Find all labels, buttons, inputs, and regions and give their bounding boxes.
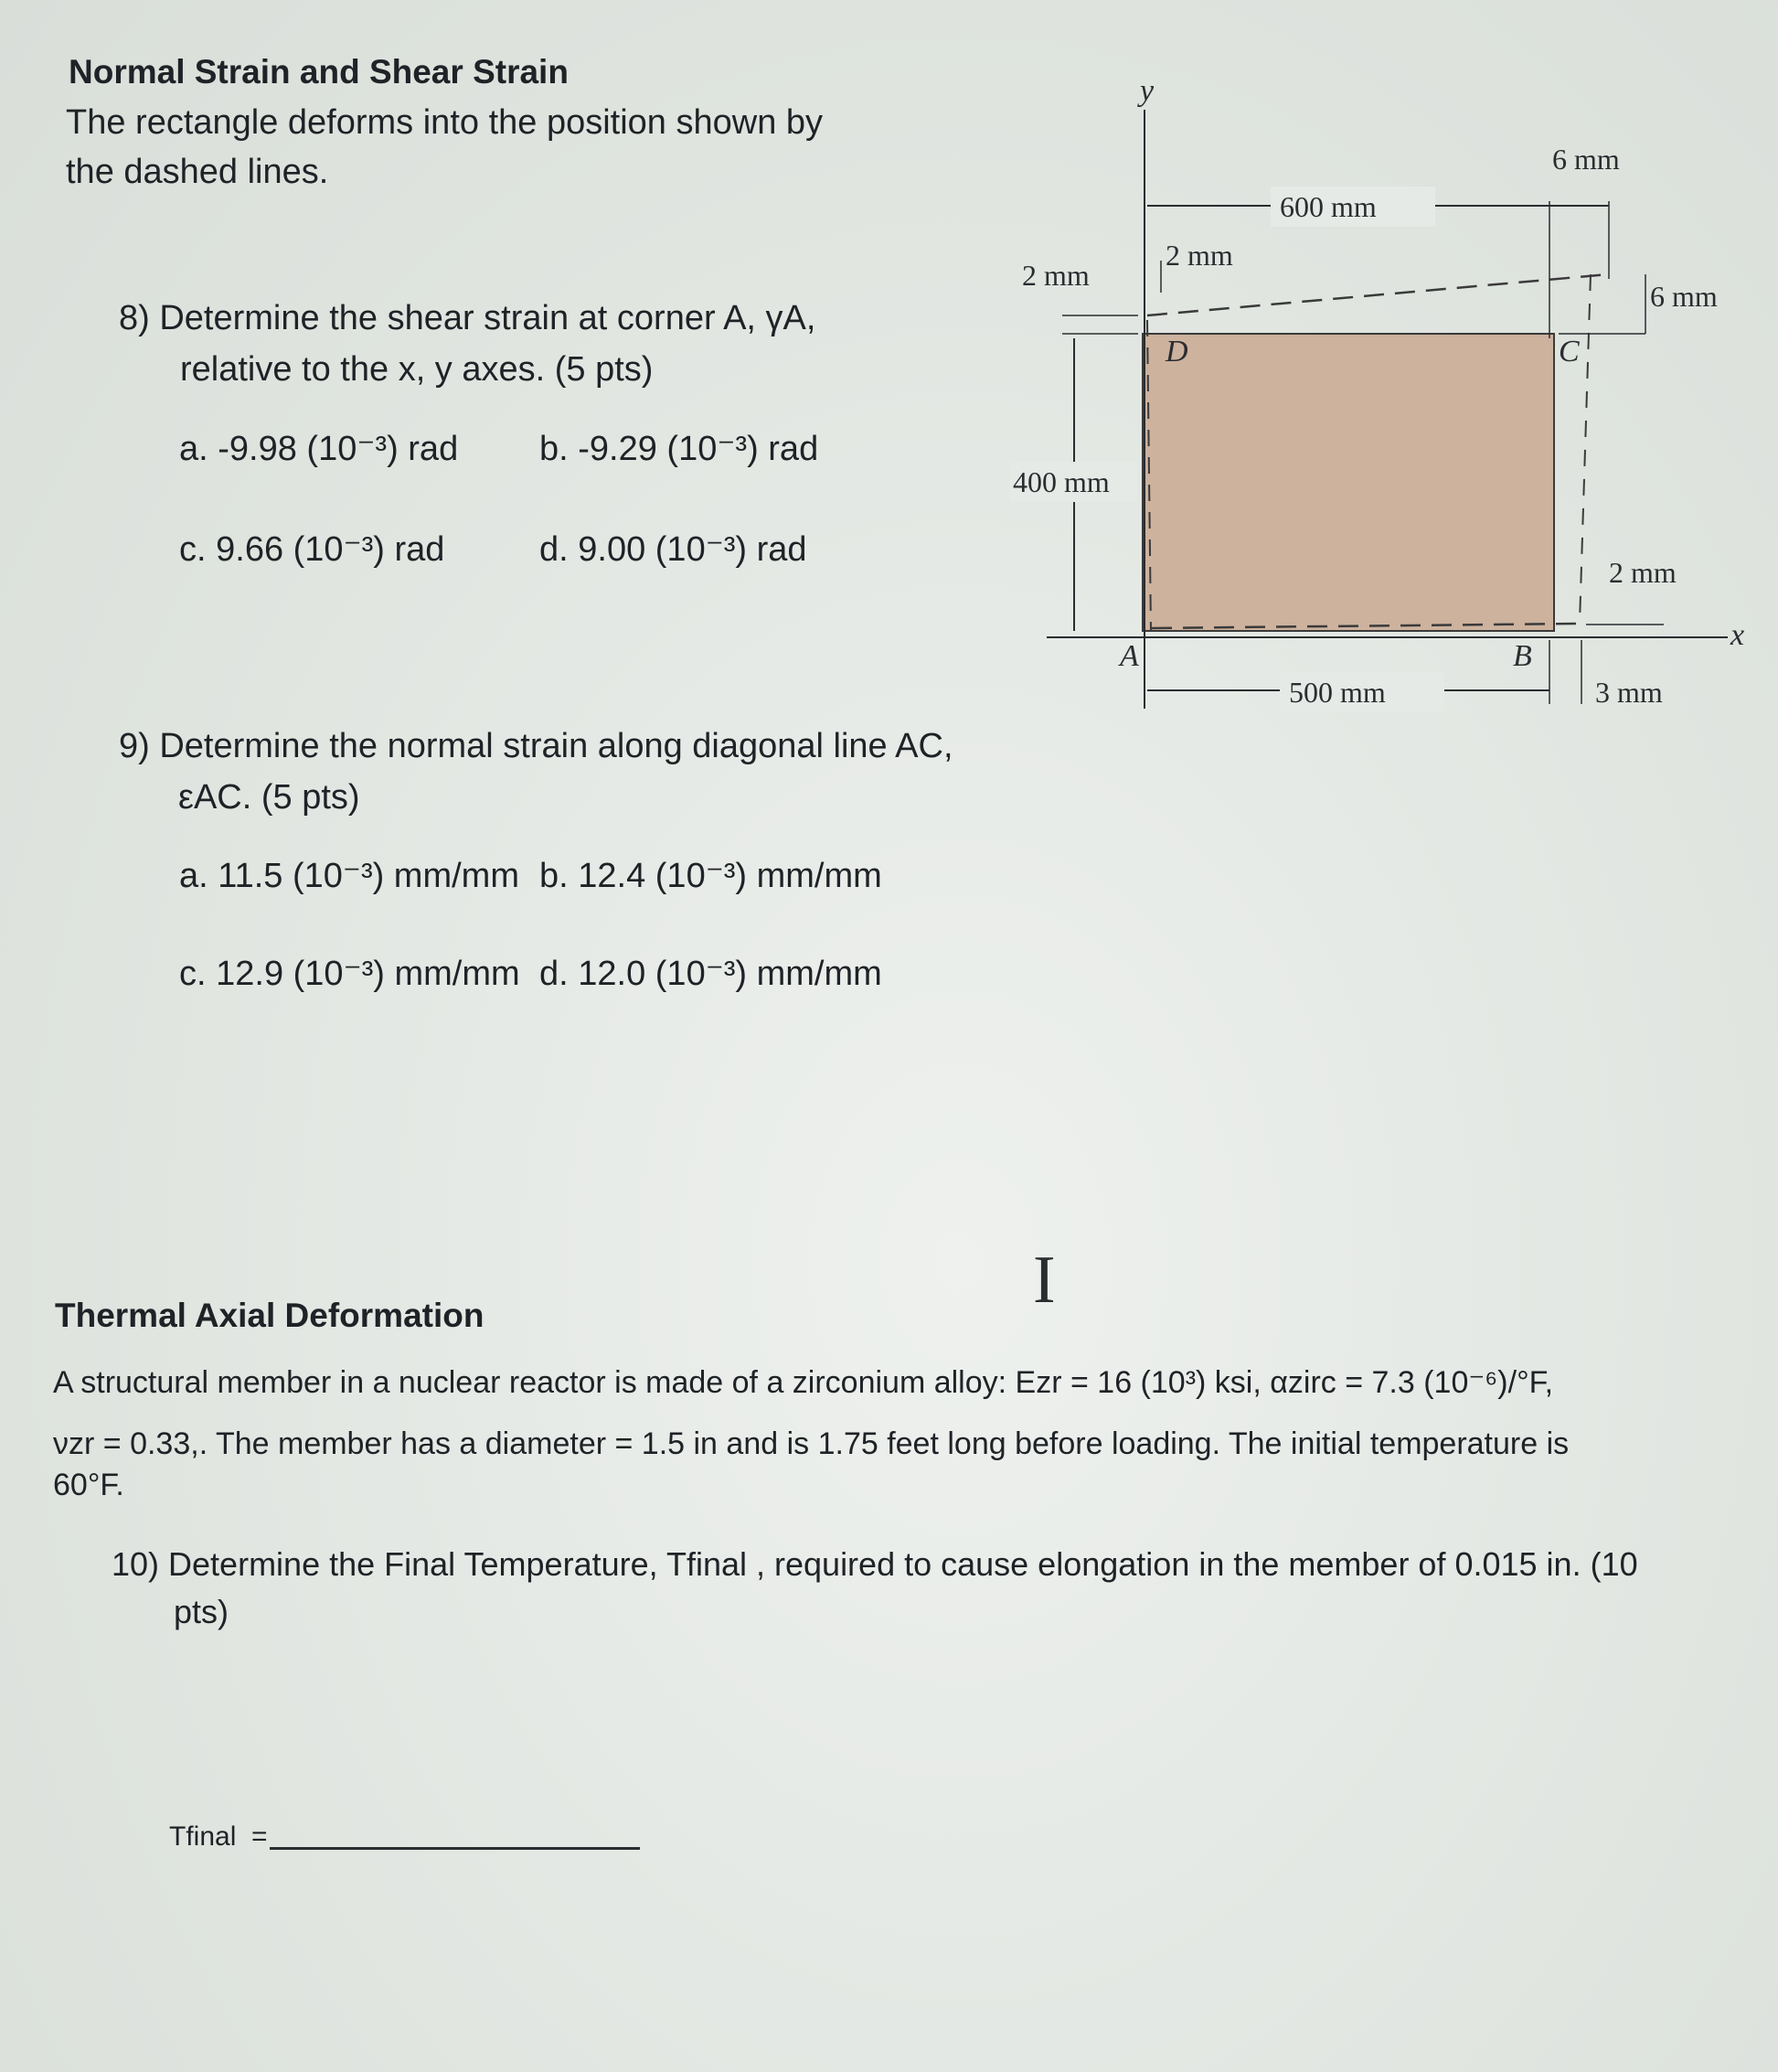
thermal-para-line1: A structural member in a nuclear reactor is made of a zirconium alloy: Ezr = 16 (10³) ksi, αzirc = 7.3 (10⁻⁶)/°F, — [53, 1365, 1554, 1400]
tfinal-answer-label: Tfinal = — [169, 1821, 268, 1852]
option-letter: b. — [539, 430, 569, 468]
dim-2mm-left-label: 2 mm — [1022, 259, 1090, 292]
dim-3mm-label: 3 mm — [1595, 676, 1663, 709]
section-title-strain: Normal Strain and Shear Strain — [69, 53, 569, 91]
undeformed-rectangle — [1143, 334, 1554, 631]
q9-option-b[interactable] — [539, 855, 882, 896]
option-letter: b. — [539, 857, 569, 895]
dim-400-label: 400 mm — [1013, 465, 1110, 498]
q9-option-d[interactable] — [539, 953, 882, 994]
dim-600-label: 600 mm — [1280, 190, 1377, 223]
question-9-line2: εAC. (5 pts) — [178, 778, 360, 817]
q9-option-a[interactable] — [179, 855, 519, 896]
tfinal-answer-field[interactable] — [270, 1847, 640, 1850]
section-intro-line2: the dashed lines. — [66, 153, 329, 191]
corner-a-label: A — [1120, 639, 1139, 673]
option-text: 11.5 (10⁻³) mm/mm — [218, 857, 519, 895]
option-text: 12.9 (10⁻³) mm/mm — [216, 955, 520, 993]
y-axis-label: y — [1140, 74, 1155, 108]
option-text: 12.0 (10⁻³) mm/mm — [578, 955, 882, 993]
option-text: 12.4 (10⁻³) mm/mm — [578, 857, 882, 895]
question-8-line1: 8) Determine the shear strain at corner A, γA, — [119, 299, 816, 337]
option-letter: d. — [539, 530, 569, 569]
corner-c-label: C — [1559, 335, 1580, 368]
q8-option-d[interactable] — [539, 529, 807, 570]
q9-option-c[interactable] — [179, 953, 520, 994]
question-9-line1: 9) Determine the normal strain along diagonal line AC, — [119, 727, 953, 765]
option-letter: a. — [179, 430, 208, 468]
dim-2mm-top-label: 2 mm — [1166, 239, 1233, 272]
dim-6mm-top-label: 6 mm — [1552, 143, 1620, 176]
dim-2mm-right-label: 2 mm — [1609, 556, 1677, 589]
question-8-line2: relative to the x, y axes. (5 pts) — [180, 350, 654, 389]
dim-500-label: 500 mm — [1289, 676, 1386, 709]
x-axis-label: x — [1730, 618, 1745, 652]
thermal-para-line3: 60°F. — [53, 1468, 124, 1502]
thermal-para-line2: νzr = 0.33,. The member has a diameter = 1.5 in and is 1.75 feet long before loading. The initial temperature is — [53, 1426, 1570, 1461]
option-text: -9.98 (10⁻³) rad — [218, 430, 459, 468]
corner-d-label: D — [1166, 335, 1188, 368]
corner-b-label: B — [1513, 639, 1532, 673]
option-letter: c. — [179, 955, 207, 993]
option-text: 9.00 (10⁻³) rad — [578, 530, 807, 569]
option-letter: c. — [179, 530, 207, 569]
option-text: -9.29 (10⁻³) rad — [578, 430, 819, 468]
section-intro-line1: The rectangle deforms into the position shown by — [66, 103, 824, 142]
deformation-diagram — [1006, 73, 1755, 732]
section-title-thermal: Thermal Axial Deformation — [55, 1297, 484, 1334]
option-letter: d. — [539, 955, 569, 993]
q8-option-b[interactable] — [539, 428, 818, 469]
q8-option-a[interactable] — [179, 428, 458, 469]
deformed-top-edge — [1147, 274, 1609, 315]
dim-6mm-right-label: 6 mm — [1650, 280, 1718, 313]
question-10-line2: pts) — [174, 1593, 229, 1630]
text-cursor-icon: I — [1033, 1243, 1056, 1318]
option-letter: a. — [179, 857, 208, 895]
question-10-line1: 10) Determine the Final Temperature, Tfinal , required to cause elongation in the member of 0.015 in. (10 — [112, 1545, 1638, 1583]
option-text: 9.66 (10⁻³) rad — [216, 530, 445, 569]
deformed-right-edge — [1580, 274, 1591, 624]
q8-option-c[interactable] — [179, 529, 444, 570]
